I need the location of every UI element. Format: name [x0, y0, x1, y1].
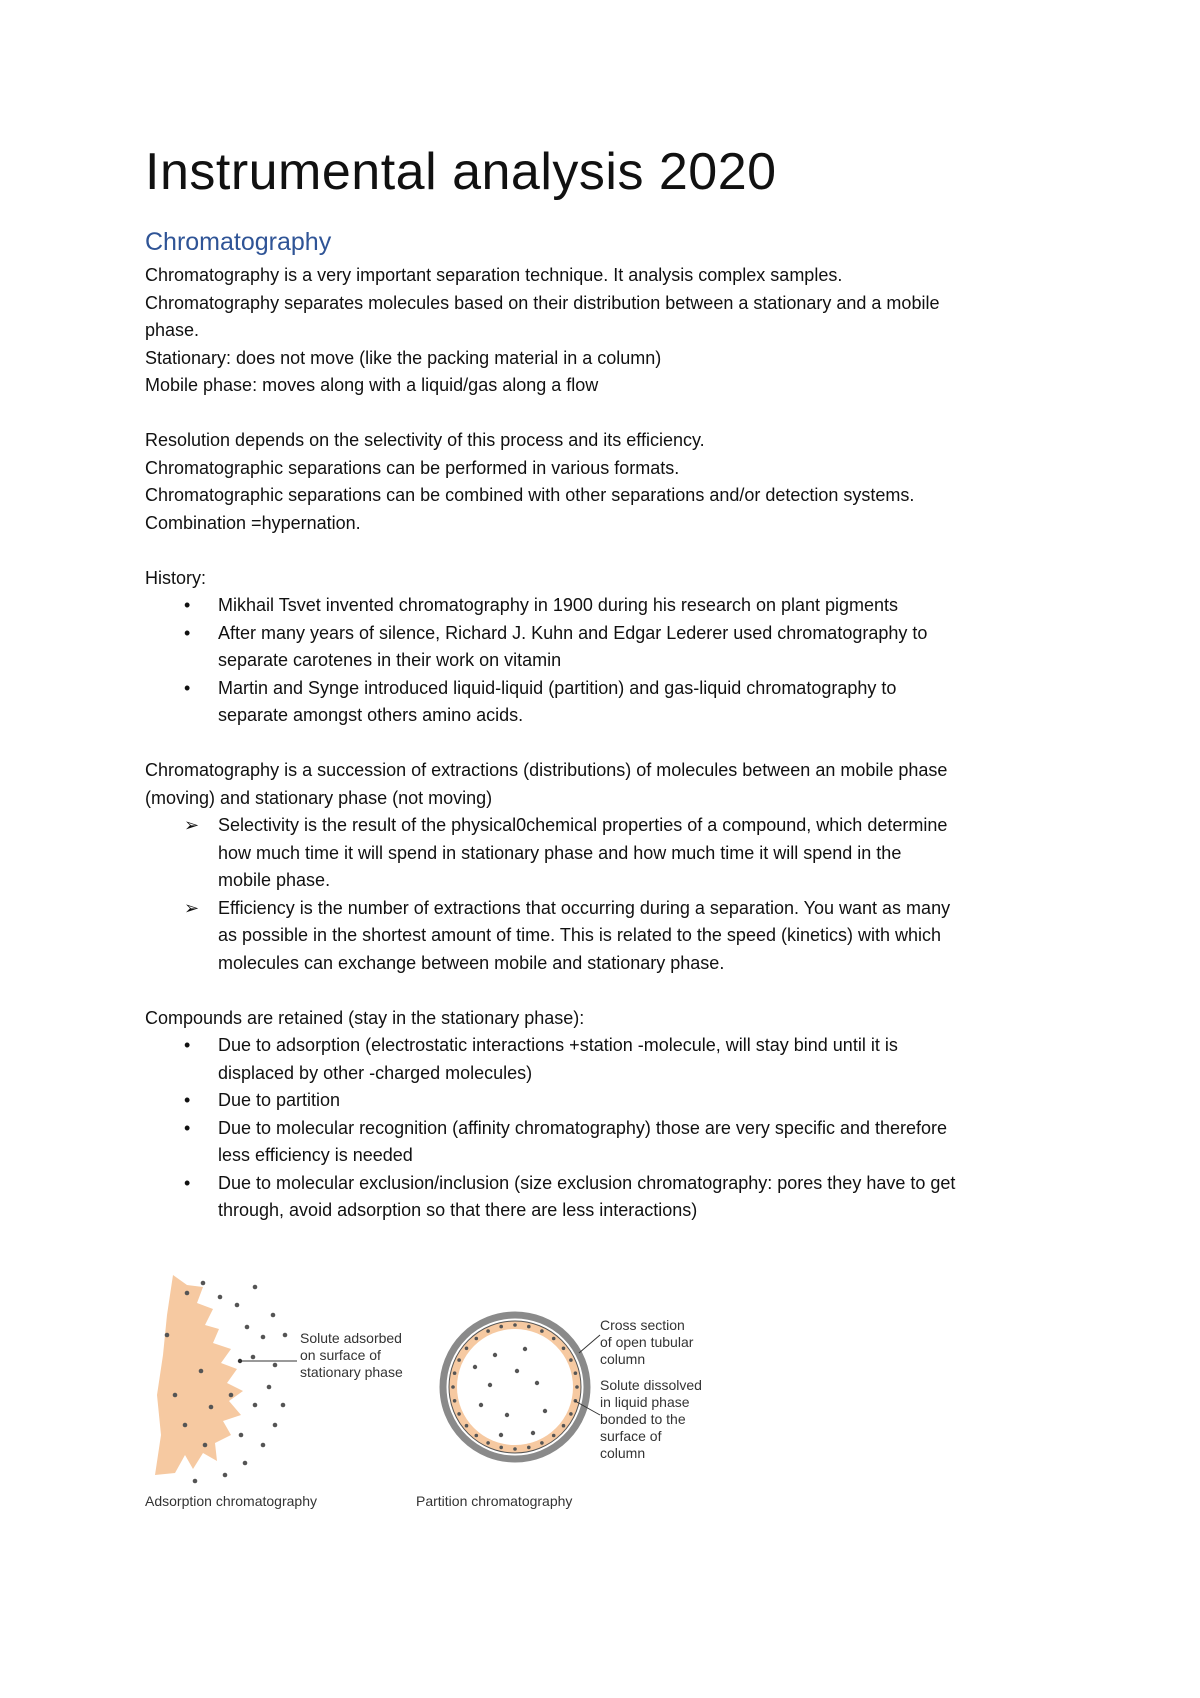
bullet-icon: •	[184, 1117, 191, 1138]
text-line: column	[600, 1351, 646, 1367]
molecule-dot	[513, 1323, 517, 1327]
molecule-dot	[475, 1434, 479, 1438]
molecule-dot	[457, 1412, 461, 1416]
text-line: through, avoid adsorption so that there are less interactions)	[218, 1200, 698, 1220]
molecule-dot	[540, 1441, 544, 1445]
molecule-dot	[475, 1337, 479, 1341]
molecule-dot	[185, 1291, 190, 1296]
text-line: displaced by other -charged molecules)	[218, 1062, 533, 1083]
chromatography-figure	[145, 1275, 745, 1515]
text-line: Mikhail Tsvet invented chromatography in 1900 during his research on plant pigments	[218, 595, 899, 615]
molecule-dot	[513, 1447, 517, 1451]
text-line: Solute dissolved	[600, 1377, 702, 1393]
text-line: Stationary: does not move (like the packing material in a column)	[145, 347, 662, 368]
text-line: separate amongst others amino acids.	[218, 705, 524, 725]
text-line: Chromatography is a succession of extractions (distributions) of molecules between an mobile phase	[145, 760, 948, 780]
stationary-phase-surface	[155, 1275, 243, 1475]
molecule-dot	[535, 1381, 539, 1385]
retained-list	[145, 1032, 1075, 1225]
molecule-dot	[199, 1369, 204, 1374]
section-heading: Chromatography	[145, 228, 332, 256]
molecule-dot	[209, 1405, 214, 1410]
document-page	[145, 140, 1075, 1225]
molecule-dot	[273, 1363, 278, 1368]
text-line: on surface of	[300, 1347, 381, 1363]
molecule-dot	[574, 1371, 578, 1375]
list-item	[145, 1115, 1075, 1170]
text-line: Cross section	[600, 1317, 685, 1333]
molecule-dot	[457, 1358, 461, 1362]
molecule-dot	[543, 1409, 547, 1413]
bullet-icon: •	[184, 1090, 191, 1110]
molecule-dot	[203, 1443, 208, 1448]
bullet-icon: •	[184, 1035, 191, 1055]
text-line: Due to molecular recognition (affinity chromatography) those are very specific and therefore	[218, 1117, 948, 1138]
molecule-dot	[527, 1446, 531, 1450]
text-line: Chromatography is a very important separation technique. It analysis complex samples.	[145, 265, 843, 285]
molecule-dot	[552, 1434, 556, 1438]
molecule-dot	[486, 1329, 490, 1333]
bullet-icon: •	[184, 1172, 191, 1193]
molecule-dot	[261, 1335, 266, 1340]
list-item	[145, 620, 1075, 675]
text-line: Chromatographic separations can be performed in various formats.	[145, 457, 680, 478]
list-item	[145, 1087, 1075, 1115]
text-line: After many years of silence, Richard J. Kuhn and Edgar Lederer used chromatography to	[218, 622, 928, 643]
molecule-dot	[515, 1369, 519, 1373]
molecule-dot	[283, 1333, 288, 1338]
molecule-dot	[493, 1353, 497, 1357]
text-line: how much time it will spend in stationary phase and how much time it will spend in the	[218, 842, 902, 863]
molecule-dot	[505, 1413, 509, 1417]
text-line: stationary phase	[300, 1364, 403, 1380]
text-line: of open tubular	[600, 1334, 694, 1350]
text-line: Due to partition	[218, 1090, 341, 1110]
adsorption-caption: Adsorption chromatography	[145, 1493, 317, 1509]
text-line: mobile phase.	[218, 870, 331, 890]
molecule-dot	[499, 1325, 503, 1329]
molecule-dot	[531, 1431, 535, 1435]
molecule-dot	[479, 1403, 483, 1407]
molecule-dot	[245, 1325, 250, 1330]
molecule-dot	[569, 1358, 573, 1362]
text-line: molecules can exchange between mobile and stationary phase.	[218, 952, 725, 973]
partition-caption: Partition chromatography	[416, 1493, 573, 1509]
list-item	[145, 895, 1075, 978]
adsorption-label	[300, 1330, 403, 1381]
intro-paragraph	[145, 262, 1075, 400]
bullet-icon: •	[184, 595, 191, 615]
arrow-bullet-icon: ➢	[184, 815, 200, 835]
molecule-dot	[562, 1347, 566, 1351]
molecule-dot	[239, 1433, 244, 1438]
molecule-dot	[165, 1333, 170, 1338]
text-line: Combination =hypernation.	[145, 512, 361, 533]
list-item	[145, 675, 1075, 730]
molecule-dot	[488, 1383, 492, 1387]
molecule-dot	[486, 1441, 490, 1445]
text-line: surface of	[600, 1428, 662, 1444]
molecule-dot	[552, 1337, 556, 1341]
text-line: Due to adsorption (electrostatic interactions +station -molecule, will stay bind until it is	[218, 1035, 898, 1055]
molecule-dot	[193, 1479, 198, 1484]
molecule-dot	[251, 1355, 256, 1360]
molecule-dot	[235, 1303, 240, 1308]
molecule-dot	[499, 1446, 503, 1450]
molecule-dot	[569, 1412, 573, 1416]
molecule-dot	[243, 1461, 248, 1466]
molecule-dot	[229, 1393, 234, 1398]
molecule-dot	[201, 1281, 206, 1286]
molecule-dot	[465, 1424, 469, 1428]
bullet-icon: •	[184, 677, 191, 698]
list-item	[145, 1032, 1075, 1087]
molecule-dot	[523, 1347, 527, 1351]
text-line: Mobile phase: moves along with a liquid/gas along a flow	[145, 375, 599, 395]
bullet-icon: •	[184, 622, 191, 643]
molecule-dot	[218, 1295, 223, 1300]
molecule-dot	[253, 1403, 258, 1408]
text-line: Resolution depends on the selectivity of this process and its efficiency.	[145, 430, 705, 450]
molecule-dot	[453, 1399, 457, 1403]
molecule-dot	[261, 1443, 266, 1448]
text-line: Solute adsorbed	[300, 1330, 402, 1346]
molecule-dot	[253, 1285, 258, 1290]
molecule-dot	[281, 1403, 286, 1408]
molecule-dot	[453, 1371, 457, 1375]
molecule-dot	[575, 1385, 579, 1389]
arrow-bullet-icon: ➢	[184, 897, 200, 918]
molecule-dot	[499, 1433, 503, 1437]
arrow-list	[145, 812, 1075, 977]
molecule-dot	[273, 1423, 278, 1428]
molecule-dot	[271, 1313, 276, 1318]
molecule-dot	[473, 1365, 477, 1369]
text-line: separate carotenes in their work on vitamin	[218, 650, 562, 670]
text-line: Due to molecular exclusion/inclusion (size exclusion chromatography: pores they have to get	[218, 1172, 956, 1193]
document-title: Instrumental analysis 2020	[145, 143, 777, 201]
text-line: column	[600, 1445, 646, 1461]
list-item	[145, 1170, 1075, 1225]
text-line: Efficiency is the number of extractions that occurring during a separation. You want as many	[218, 897, 951, 918]
text-line: Chromatography separates molecules based on their distribution between a stationary and a mobile	[145, 292, 940, 313]
molecule-dot	[465, 1347, 469, 1351]
text-line: less efficiency is needed	[218, 1145, 413, 1165]
molecule-dot	[223, 1473, 228, 1478]
molecule-dot	[562, 1424, 566, 1428]
text-line: phase.	[145, 320, 200, 340]
text-line: Martin and Synge introduced liquid-liquid (partition) and gas-liquid chromatography to	[218, 677, 897, 698]
molecule-dot	[173, 1393, 178, 1398]
history-label: History:	[145, 567, 207, 588]
molecule-dot	[183, 1423, 188, 1428]
list-item	[145, 592, 1075, 620]
history-list	[145, 592, 1075, 730]
retained-label: Compounds are retained (stay in the stationary phase):	[145, 1007, 585, 1028]
molecule-dot	[267, 1385, 272, 1390]
partition-label-top	[600, 1317, 693, 1368]
text-line: (moving) and stationary phase (not moving)	[145, 787, 493, 808]
text-line: in liquid phase	[600, 1394, 690, 1410]
molecule-dot	[451, 1385, 455, 1389]
molecule-dot	[540, 1329, 544, 1333]
resolution-paragraph	[145, 427, 1075, 537]
text-line: as possible in the shortest amount of time. This is related to the speed (kinetics) with which	[218, 925, 942, 945]
partition-label-bottom	[600, 1377, 702, 1462]
list-item	[145, 812, 1075, 895]
text-line: Chromatographic separations can be combined with other separations and/or detection systems.	[145, 485, 915, 505]
text-line: bonded to the	[600, 1411, 686, 1427]
text-line: Selectivity is the result of the physical0chemical properties of a compound, which determine	[218, 815, 948, 835]
molecule-dot	[527, 1325, 531, 1329]
